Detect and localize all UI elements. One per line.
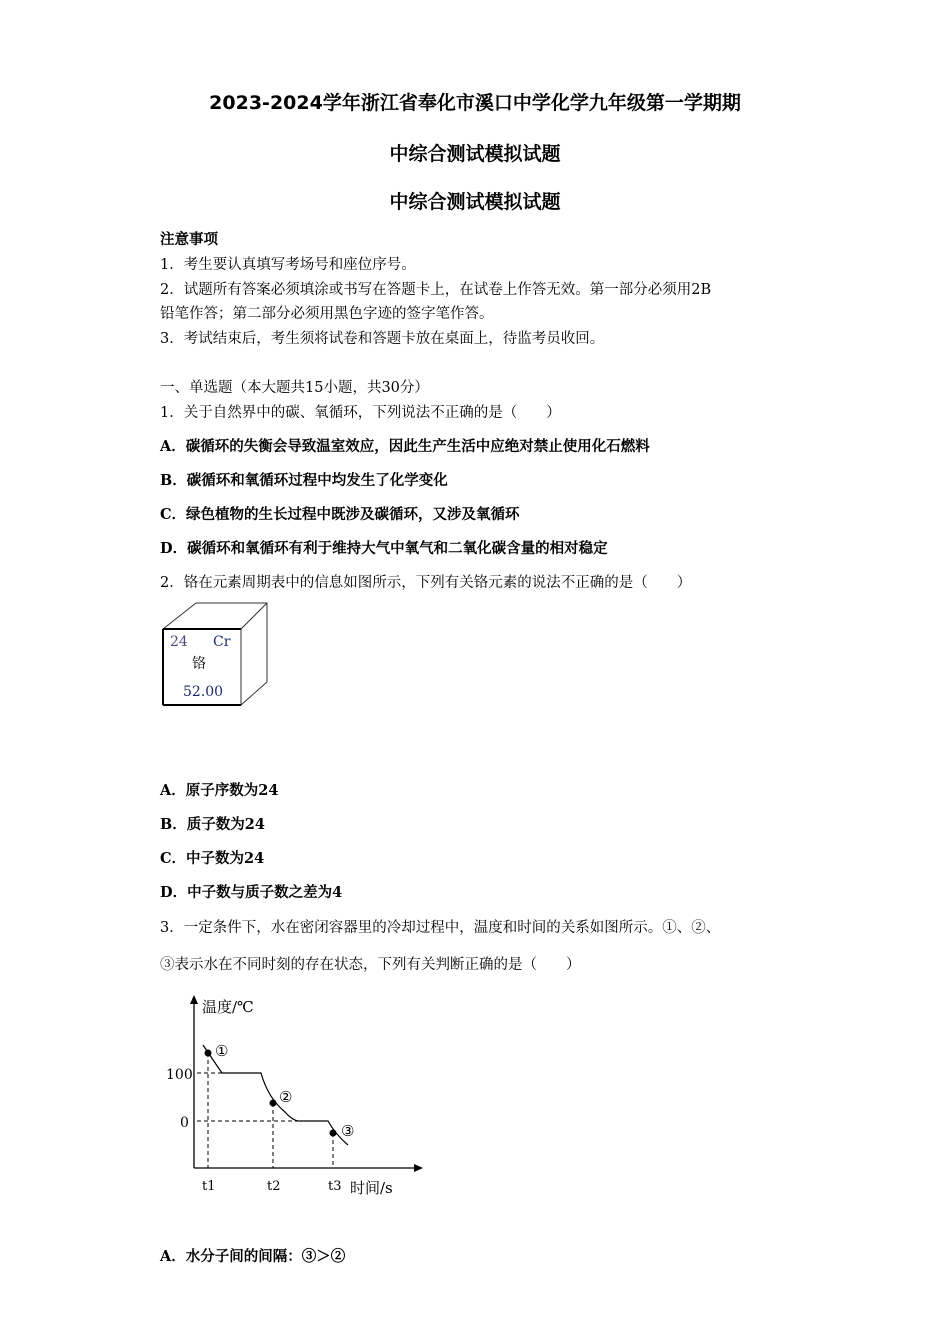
y-tick-0: 0 bbox=[180, 1115, 189, 1131]
x-tick-t2: t2 bbox=[267, 1179, 281, 1194]
element-cube-figure bbox=[150, 590, 300, 720]
q1-option-b: B．碳循环和氧循环过程中均发生了化学变化 bbox=[160, 472, 448, 489]
q2-option-c: C．中子数为24 bbox=[160, 850, 265, 867]
notice-item: 铅笔作答；第二部分必须用黑色字迹的签字笔作答。 bbox=[160, 306, 494, 322]
y-axis-arrow-icon bbox=[190, 995, 198, 1004]
title-line-1: 2023-2024学年浙江省奉化市溪口中学化学九年级第一学期期 bbox=[209, 92, 741, 114]
title-line-2: 中综合测试模拟试题 bbox=[389, 143, 561, 165]
question-1-stem: 1．关于自然界中的碳、氧循环，下列说法不正确的是（ ） bbox=[160, 405, 561, 421]
temperature-time-graph bbox=[150, 990, 440, 1205]
notice-item: 1．考生要认真填写考场号和座位序号。 bbox=[160, 257, 416, 273]
atomic-number: 24 bbox=[170, 634, 188, 650]
cooling-curve bbox=[203, 1045, 348, 1145]
q2-option-b: B．质子数为24 bbox=[160, 816, 265, 833]
section-heading: 一、单选题（本大题共15小题，共30分） bbox=[160, 380, 429, 396]
point-label-2: ② bbox=[279, 1088, 293, 1106]
q3-option-a: A．水分子间的间隔：③＞② bbox=[160, 1248, 346, 1265]
notice-item: 3．考试结束后，考生须将试卷和答题卡放在桌面上，待监考员收回。 bbox=[160, 331, 605, 347]
atomic-mass: 52.00 bbox=[183, 684, 224, 700]
point-label-1: ① bbox=[215, 1042, 229, 1060]
question-2-stem: 2．铬在元素周期表中的信息如图所示，下列有关铬元素的说法不正确的是（ ） bbox=[160, 575, 692, 591]
question-3-stem-line-1: 3．一定条件下，水在密闭容器里的冷却过程中，温度和时间的关系如图所示。①、②、 bbox=[160, 920, 721, 936]
y-axis-label: 温度/℃ bbox=[202, 998, 254, 1016]
x-axis-arrow-icon bbox=[414, 1164, 423, 1172]
notice-heading: 注意事项 bbox=[160, 231, 218, 248]
y-tick-100: 100 bbox=[166, 1067, 193, 1083]
q1-option-c: C．绿色植物的生长过程中既涉及碳循环，又涉及氧循环 bbox=[160, 506, 520, 523]
point-label-3: ③ bbox=[341, 1122, 355, 1140]
x-tick-t1: t1 bbox=[202, 1179, 216, 1194]
x-tick-t3: t3 bbox=[328, 1179, 342, 1194]
x-axis-label: 时间/s bbox=[350, 1179, 393, 1197]
q2-option-a: A．原子序数为24 bbox=[160, 782, 279, 799]
question-3-stem-line-2: ③表示水在不同时刻的存在状态，下列有关判断正确的是（ ） bbox=[160, 957, 581, 973]
q1-option-a: A．碳循环的失衡会导致温室效应，因此生产生活中应绝对禁止使用化石燃料 bbox=[160, 438, 650, 455]
element-symbol: Cr bbox=[213, 634, 231, 650]
notice-item: 2．试题所有答案必须填涂或书写在答题卡上，在试卷上作答无效。第一部分必须用2B bbox=[160, 282, 712, 298]
q1-option-d: D．碳循环和氧循环有利于维持大气中氧气和二氧化碳含量的相对稳定 bbox=[160, 540, 608, 557]
element-name: 铬 bbox=[192, 656, 206, 672]
title-line-3: 中综合测试模拟试题 bbox=[389, 191, 561, 213]
q2-option-d: D．中子数与质子数之差为4 bbox=[160, 884, 343, 901]
